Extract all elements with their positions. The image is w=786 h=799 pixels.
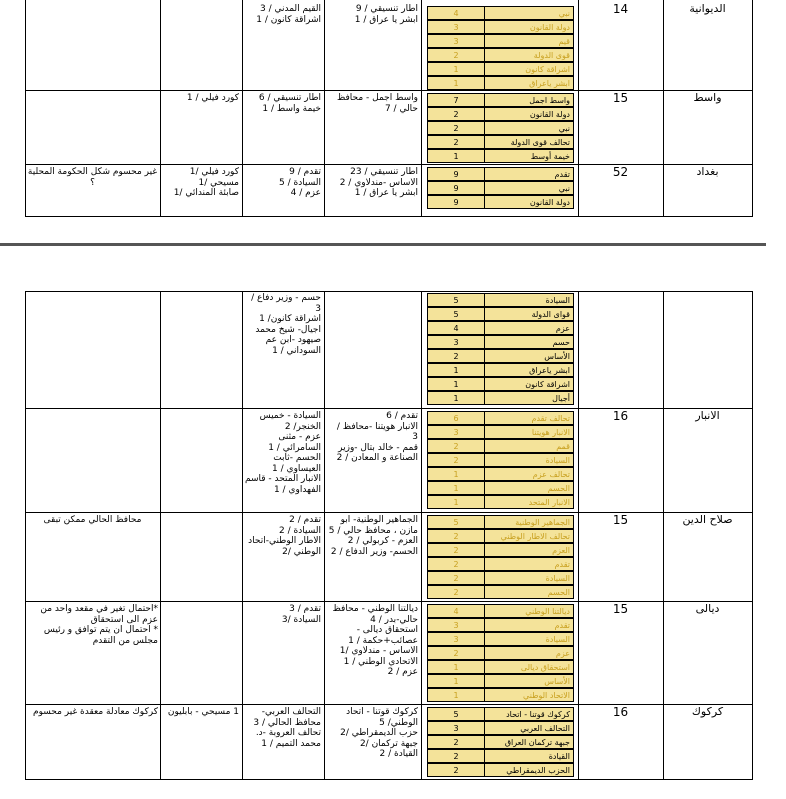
party-row — [427, 453, 574, 467]
table-border — [160, 0, 161, 217]
party-row — [427, 674, 574, 688]
party-row — [427, 585, 574, 599]
party-name: نبي — [484, 121, 574, 135]
party-seats: 1 — [427, 377, 485, 391]
party-row — [427, 557, 574, 571]
party-seats: 2 — [427, 48, 485, 62]
table-border — [25, 291, 753, 292]
party-seats: 9 — [427, 181, 485, 195]
party-name: استحقاق ديالى — [484, 660, 574, 674]
party-name: نبي — [484, 6, 574, 20]
party-name: قوى الدولة — [484, 48, 574, 62]
party-row — [427, 34, 574, 48]
party-row — [427, 721, 574, 735]
party-seats: 2 — [427, 107, 485, 121]
party-name: القيادة — [484, 749, 574, 763]
province-seats: 52 — [612, 167, 629, 178]
party-row — [427, 439, 574, 453]
party-row — [427, 632, 574, 646]
notes-column: *احتمال تغير في مقعد واحد من عزم الى استحقاق * احتمال ان يتم توافق و رئيس مجلس من التقدم — [40, 604, 158, 646]
table-border — [324, 291, 325, 780]
coalition-column-c: كورد فيلي /1 مسيحي /1 صابئة المندائي /1 — [173, 167, 239, 198]
party-seats: 5 — [427, 515, 485, 529]
party-row — [427, 335, 574, 349]
table-border — [25, 291, 26, 780]
coalition-column-c: 1 مسيحي - بابليون — [167, 707, 239, 717]
party-seats: 2 — [427, 571, 485, 585]
party-row — [427, 391, 574, 405]
window-margin — [766, 0, 786, 799]
party-seats: 1 — [427, 467, 485, 481]
party-seats: 2 — [427, 121, 485, 135]
party-seats: 9 — [427, 167, 485, 181]
party-name: ديالتنا الوطني — [484, 604, 574, 618]
table-border — [752, 291, 753, 780]
party-seats: 2 — [427, 439, 485, 453]
coalition-column-a: اطار تنسيقي / 9 ابشر يا عراق / 1 — [354, 4, 418, 25]
party-seats: 5 — [427, 707, 485, 721]
party-name: تقدم — [484, 618, 574, 632]
table-border — [752, 0, 753, 217]
party-row — [427, 62, 574, 76]
table-border — [578, 0, 579, 217]
coalition-column-a: الجماهير الوطنية- ابو مازن ، محافظ حالي / 5 العزم - كربولي / 2 الحسم- وزير الدفاع / 2 — [328, 515, 418, 557]
party-row — [427, 749, 574, 763]
party-seats: 2 — [427, 453, 485, 467]
party-name: تقدم — [484, 557, 574, 571]
coalition-column-a: ديالتنا الوطني - محافظ حالي-بدر / 4 استحقاق ديالى - عصائب+حكمة / 1 الاساس - مندلاوي /1 الاتحادي الوطني / 1 عزم / 2 — [332, 604, 418, 677]
party-row — [427, 167, 574, 181]
party-seats: 4 — [427, 6, 485, 20]
province-seats: 16 — [612, 707, 629, 718]
table-border — [25, 408, 753, 409]
party-name: تقدم — [484, 167, 574, 181]
party-row — [427, 181, 574, 195]
table-border — [663, 0, 664, 217]
coalition-column-a: كركوك قوتنا - اتحاد الوطني/ 5 حزب الديمقراطي /2 جبهة تركمان /2 القيادة / 2 — [340, 707, 418, 759]
party-row — [427, 321, 574, 335]
party-row — [427, 48, 574, 62]
party-name: قيم — [484, 34, 574, 48]
party-row — [427, 571, 574, 585]
party-name: الحسم — [484, 481, 574, 495]
coalition-column-c: كورد فيلي / 1 — [186, 93, 239, 103]
party-name: تحالف عزم — [484, 467, 574, 481]
table-border — [25, 0, 26, 217]
table-border — [25, 164, 753, 165]
table-border — [324, 0, 325, 217]
party-seats: 5 — [427, 293, 485, 307]
party-seats: 3 — [427, 34, 485, 48]
party-row — [427, 604, 574, 618]
party-row — [427, 363, 574, 377]
party-name: عزم — [484, 321, 574, 335]
party-seats: 2 — [427, 557, 485, 571]
party-name: الحسم — [484, 585, 574, 599]
party-name: دولة القانون — [484, 20, 574, 34]
party-row — [427, 529, 574, 543]
party-name: نبي — [484, 181, 574, 195]
coalition-column-b: تقدم / 2 السيادة / 2 الاطار الوطني-اتحاد الوطني /2 — [248, 515, 321, 557]
party-seats: 4 — [427, 321, 485, 335]
party-row — [427, 349, 574, 363]
party-row — [427, 6, 574, 20]
province-seats: 15 — [612, 515, 629, 526]
page-1 — [0, 0, 766, 243]
province-name: بغداد — [696, 167, 719, 178]
party-name: السيادة — [484, 632, 574, 646]
province-seats: 15 — [612, 93, 629, 104]
party-seats: 4 — [427, 604, 485, 618]
table-border — [25, 779, 753, 780]
party-seats: 2 — [427, 735, 485, 749]
party-row — [427, 481, 574, 495]
province-name: الديوانية — [689, 4, 726, 15]
party-name: اشراقة كانون — [484, 62, 574, 76]
party-name: الأساس — [484, 674, 574, 688]
coalition-column-b: اطار تنسيقي / 6 خيمة واسط / 1 — [258, 93, 321, 114]
coalition-column-b: السيادة - خميس الخنجر/ 2 عزم - مثنى السامرائي / 1 الحسم -ثابت العيساوي / 1 الانبار المتحد - قاسم الفهداوي / 1 — [244, 411, 321, 495]
party-row — [427, 425, 574, 439]
party-row — [427, 293, 574, 307]
coalition-column-b: تقدم / 9 السيادة / 5 عزم / 4 — [279, 167, 321, 198]
party-row — [427, 688, 574, 702]
table-border — [25, 216, 753, 217]
table-border — [421, 0, 422, 217]
party-row — [427, 135, 574, 149]
party-name: دولة القانون — [484, 195, 574, 209]
party-name: تحالف الاطار الوطني — [484, 529, 574, 543]
notes-column: محافظ الحالي ممكن تبقى — [43, 515, 142, 525]
province-name: كركوك — [691, 707, 724, 718]
party-seats: 3 — [427, 721, 485, 735]
province-seats: 14 — [612, 4, 629, 15]
province-seats: 15 — [612, 604, 629, 615]
party-seats: 1 — [427, 62, 485, 76]
party-seats: 1 — [427, 363, 485, 377]
party-seats: 3 — [427, 335, 485, 349]
party-name: التحالف العربي — [484, 721, 574, 735]
party-name: السيادة — [484, 453, 574, 467]
party-seats: 7 — [427, 93, 485, 107]
party-name: الأساس — [484, 349, 574, 363]
party-row — [427, 543, 574, 557]
party-seats: 1 — [427, 688, 485, 702]
coalition-column-b: حسم - وزير دفاع / 3 اشراقة كانون/ 1 اجيال- شيخ محمد صيهود -ابن عم السوداني / 1 — [251, 293, 321, 356]
party-row — [427, 467, 574, 481]
party-seats: 1 — [427, 391, 485, 405]
table-border — [242, 291, 243, 780]
party-seats: 5 — [427, 307, 485, 321]
party-seats: 2 — [427, 646, 485, 660]
party-row — [427, 735, 574, 749]
party-seats: 2 — [427, 585, 485, 599]
notes-column: كركوك معادلة معقدة غير محسوم — [33, 707, 158, 717]
party-row — [427, 660, 574, 674]
table-border — [160, 291, 161, 780]
party-name: قواى الدولة — [484, 307, 574, 321]
party-seats: 2 — [427, 763, 485, 777]
party-name: السيادة — [484, 293, 574, 307]
coalition-column-b: التحالف العربي- محافظ الحالي / 3 تحالف العروبة -د. محمد التميم / 1 — [253, 707, 321, 749]
province-seats: 16 — [612, 411, 629, 422]
province-name: الانبار — [695, 411, 720, 422]
party-row — [427, 307, 574, 321]
party-row — [427, 763, 574, 777]
party-seats: 2 — [427, 349, 485, 363]
party-seats: 1 — [427, 76, 485, 90]
party-name: كركوك قوتنا - اتحاد — [484, 707, 574, 721]
coalition-column-a: واسط اجمل - محافظ حالي / 7 — [336, 93, 418, 114]
party-seats: 6 — [427, 411, 485, 425]
party-name: ابشر ياعراق — [484, 363, 574, 377]
party-row — [427, 20, 574, 34]
party-name: عزم — [484, 646, 574, 660]
party-row — [427, 76, 574, 90]
table-border — [25, 601, 753, 602]
party-name: اشراقة كانون — [484, 377, 574, 391]
party-row — [427, 93, 574, 107]
party-seats: 3 — [427, 618, 485, 632]
party-row — [427, 121, 574, 135]
notes-column: غير محسوم شكل الحكومة المحلية ؟ — [27, 167, 158, 188]
coalition-column-b: القيم المدني / 3 اشراقة كانون / 1 — [256, 4, 321, 25]
party-seats: 1 — [427, 481, 485, 495]
table-border — [25, 512, 753, 513]
coalition-column-a: اطار تنسيقي / 23 الاساس -مندلاوي / 2 ابشر يا عراق / 1 — [339, 167, 418, 198]
party-seats: 1 — [427, 660, 485, 674]
party-seats: 2 — [427, 543, 485, 557]
party-row — [427, 149, 574, 163]
party-name: الحزب الديمقراطي — [484, 763, 574, 777]
party-seats: 9 — [427, 195, 485, 209]
party-name: أجيال — [484, 391, 574, 405]
party-seats: 3 — [427, 20, 485, 34]
table-border — [25, 704, 753, 705]
party-row — [427, 515, 574, 529]
party-name: واسط اجمل — [484, 93, 574, 107]
party-name: الاتحاد الوطني — [484, 688, 574, 702]
party-row — [427, 495, 574, 509]
party-name: تحالف تقدم — [484, 411, 574, 425]
coalition-column-a: تقدم / 6 الانبار هويتنا -محافظ / 3 قمم - خالد بتال -وزير الصناعة و المعادن / 2 — [336, 411, 418, 463]
party-name: العزم — [484, 543, 574, 557]
party-name: ابشر ياعراق — [484, 76, 574, 90]
party-name: تحالف قوى الدولة — [484, 135, 574, 149]
party-row — [427, 707, 574, 721]
page-2 — [0, 256, 766, 799]
party-seats: 1 — [427, 674, 485, 688]
table-border — [25, 90, 753, 91]
page-break — [0, 243, 766, 246]
party-seats: 2 — [427, 749, 485, 763]
party-row — [427, 411, 574, 425]
party-row — [427, 377, 574, 391]
table-border — [421, 291, 422, 780]
party-name: السيادة — [484, 571, 574, 585]
party-name: دولة القانون — [484, 107, 574, 121]
party-name: حسم — [484, 335, 574, 349]
party-seats: 3 — [427, 425, 485, 439]
party-seats: 2 — [427, 135, 485, 149]
party-name: قمم — [484, 439, 574, 453]
party-row — [427, 646, 574, 660]
province-name: صلاح الدين — [682, 515, 733, 526]
party-name: الجماهير الوطنية — [484, 515, 574, 529]
province-name: واسط — [693, 93, 722, 104]
party-row — [427, 618, 574, 632]
party-row — [427, 107, 574, 121]
party-name: خيمة أوسط — [484, 149, 574, 163]
party-seats: 2 — [427, 529, 485, 543]
party-seats: 1 — [427, 149, 485, 163]
coalition-column-b: تقدم / 3 السيادة /3 — [281, 604, 321, 625]
party-name: الانبار هويتنا — [484, 425, 574, 439]
province-name: ديالى — [695, 604, 720, 615]
party-seats: 3 — [427, 632, 485, 646]
table-border — [242, 0, 243, 217]
party-seats: 1 — [427, 495, 485, 509]
party-name: الانبار المتحد — [484, 495, 574, 509]
party-row — [427, 195, 574, 209]
party-name: جبهة تركمان العراق — [484, 735, 574, 749]
